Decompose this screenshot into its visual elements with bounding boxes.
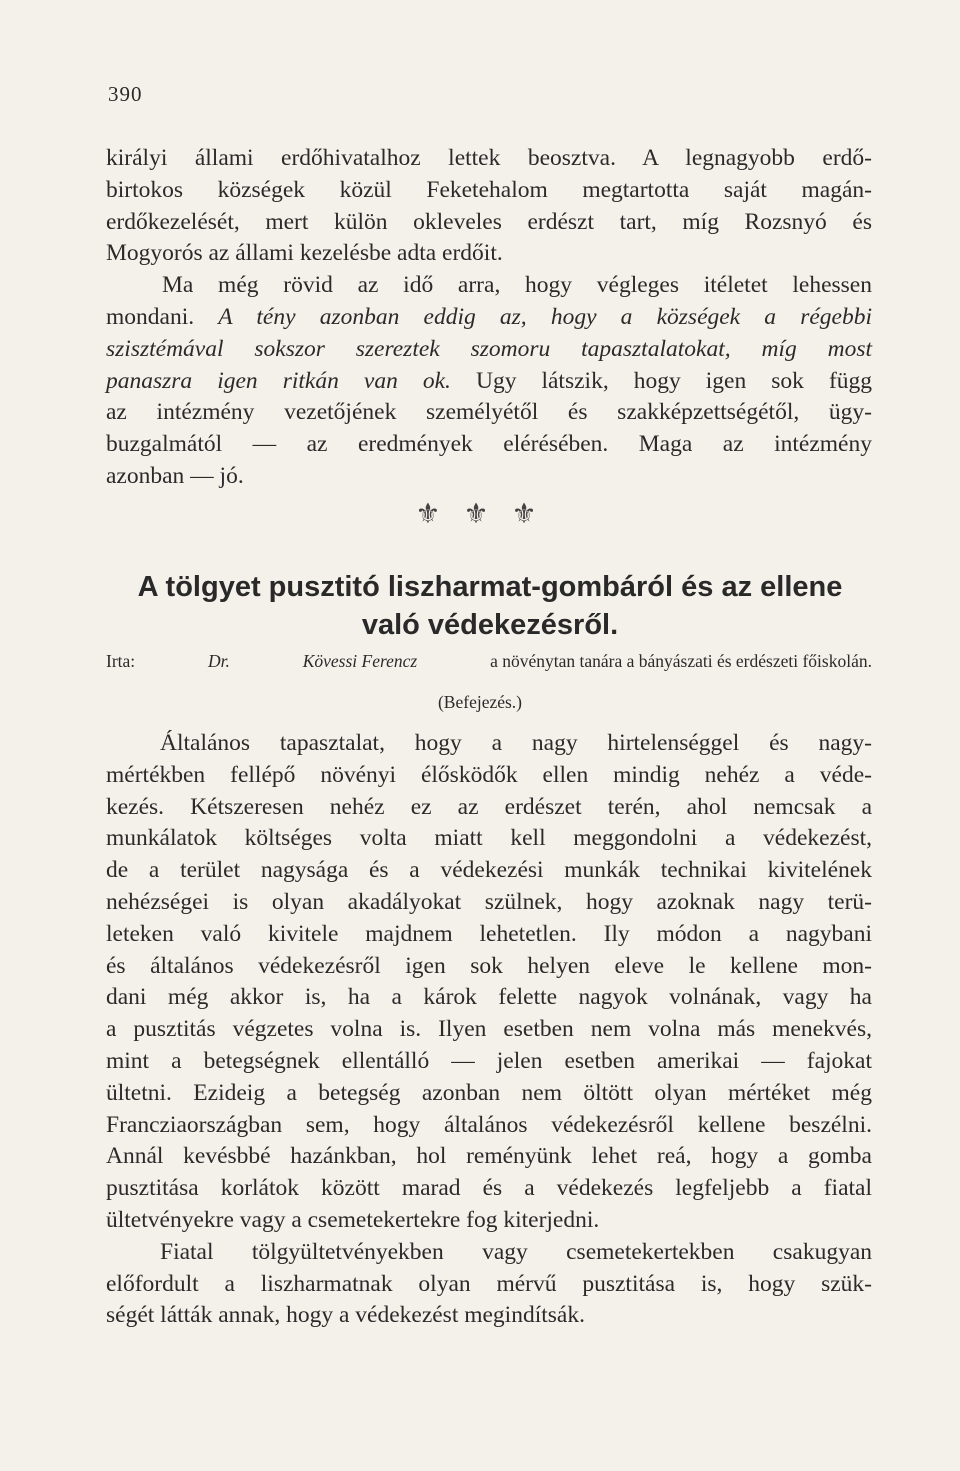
text-line: Annál kevésbbé hazánkban, hol reményünk lehet reá, hogy a gomba: [106, 1143, 872, 1170]
text-line: dani még akkor is, ha a károk felette nagyok volnának, vagy ha: [106, 984, 872, 1011]
text-line: Mogyorós az állami kezelésbe adta erdőit.: [106, 240, 503, 267]
text-line: mint a betegségnek ellentálló — jelen esetben amerikai — fajokat: [106, 1047, 872, 1074]
text-segment: Ugy látszik, hogy igen sok függ: [475, 367, 873, 394]
text-line: leteken való kivitele majdnem lehetetlen. Ily módon a nagybani: [106, 920, 872, 947]
text-line: nehézségei is olyan akadályokat szülnek, hogy azoknak nagy terü-: [106, 888, 872, 915]
author-name: Kövessi Ferencz: [302, 651, 418, 671]
byline-label: Irta:: [106, 651, 136, 671]
page-number: 390: [108, 82, 143, 106]
text-line: ültetni. Ezideig a betegség azonban nem öltött olyan mértéket még: [106, 1079, 872, 1106]
text-line: és általános védekezésről igen sok helyen eleve le kellene mon-: [106, 952, 872, 979]
italic-line: szisztémával sokszor szereztek szomoru tapasztalatokat, míg most: [106, 335, 872, 362]
text-line: Fiatal tölgyültetvényekben vagy csemetekertekben csakugyan: [160, 1238, 872, 1265]
body-text: [106, 728, 872, 1332]
text-line: birtokos községek közül Feketehalom megtartotta saját magán-: [106, 176, 872, 203]
text-line: mértékben fellépő növényi élősködők ellen mindig nehéz a véde-: [106, 761, 872, 788]
author-affiliation: a növénytan tanára a bányászati és erdészeti főiskolán.: [490, 651, 872, 671]
article-title: [106, 568, 874, 644]
text-line: [106, 302, 872, 334]
text-line: de a terület nagysága és a védekezési munkák technikai kivitelének: [106, 857, 872, 884]
byline-dr: Dr.: [207, 651, 230, 671]
byline: [106, 651, 872, 672]
text-line: előfordult a liszharmatnak olyan mérvű pusztitása is, hogy szük-: [106, 1270, 872, 1297]
text-line: pusztitása korlátok között marad és a védekezés legfeljebb a fiatal: [106, 1175, 872, 1202]
intro-paragraph: [106, 143, 872, 493]
conclusion-note: (Befejezés.): [437, 692, 523, 712]
section-ornament: ⚜ ⚜ ⚜: [415, 499, 545, 530]
text-segment: mondani.: [106, 303, 195, 330]
italic-segment: A tény azonban eddig az, hogy a községek a régebbi: [218, 303, 872, 330]
text-line: munkálatok költséges volta miatt kell meggondolni a védekezést,: [106, 825, 872, 852]
text-line: erdőkezelését, mert külön okleveles erdészt tart, míg Rozsnyó és: [106, 208, 872, 235]
text-line: Ma még rövid az idő arra, hogy végleges itéletet lehessen: [162, 272, 872, 299]
text-line: buzgalmától — az eredmények elérésében. Maga az intézmény: [106, 431, 872, 458]
text-line: királyi állami erdőhivatalhoz lettek beosztva. A legnagyobb erdő-: [106, 145, 872, 171]
italic-segment: panaszra igen ritkán van ok.: [106, 367, 451, 394]
title-line: való védekezésről.: [361, 609, 619, 641]
text-line: Általános tapasztalat, hogy a nagy hirtelenséggel és nagy-: [160, 730, 872, 756]
text-line: kezés. Kétszeresen nehéz ez az erdészet terén, ahol nemcsak a: [106, 793, 872, 820]
text-line: az intézmény vezetőjének személyétől és szakképzettségétől, ügy-: [106, 399, 872, 426]
text-line: Francziaországban sem, hogy általános védekezésről kellene beszélni.: [106, 1111, 872, 1138]
text-line: ségét látták annak, hogy a védekezést megindítsák.: [106, 1302, 585, 1329]
title-line: A tölgyet pusztitó liszharmat-gombáról és az ellene: [137, 571, 843, 603]
text-line: azonban — jó.: [106, 462, 244, 489]
text-line: a pusztitás végzetes volna is. Ilyen esetben nem volna más menekvés,: [106, 1016, 872, 1043]
text-line: ültetvényekre vagy a csemetekertekre fog kiterjedni.: [106, 1206, 600, 1233]
text-line: [106, 366, 872, 398]
